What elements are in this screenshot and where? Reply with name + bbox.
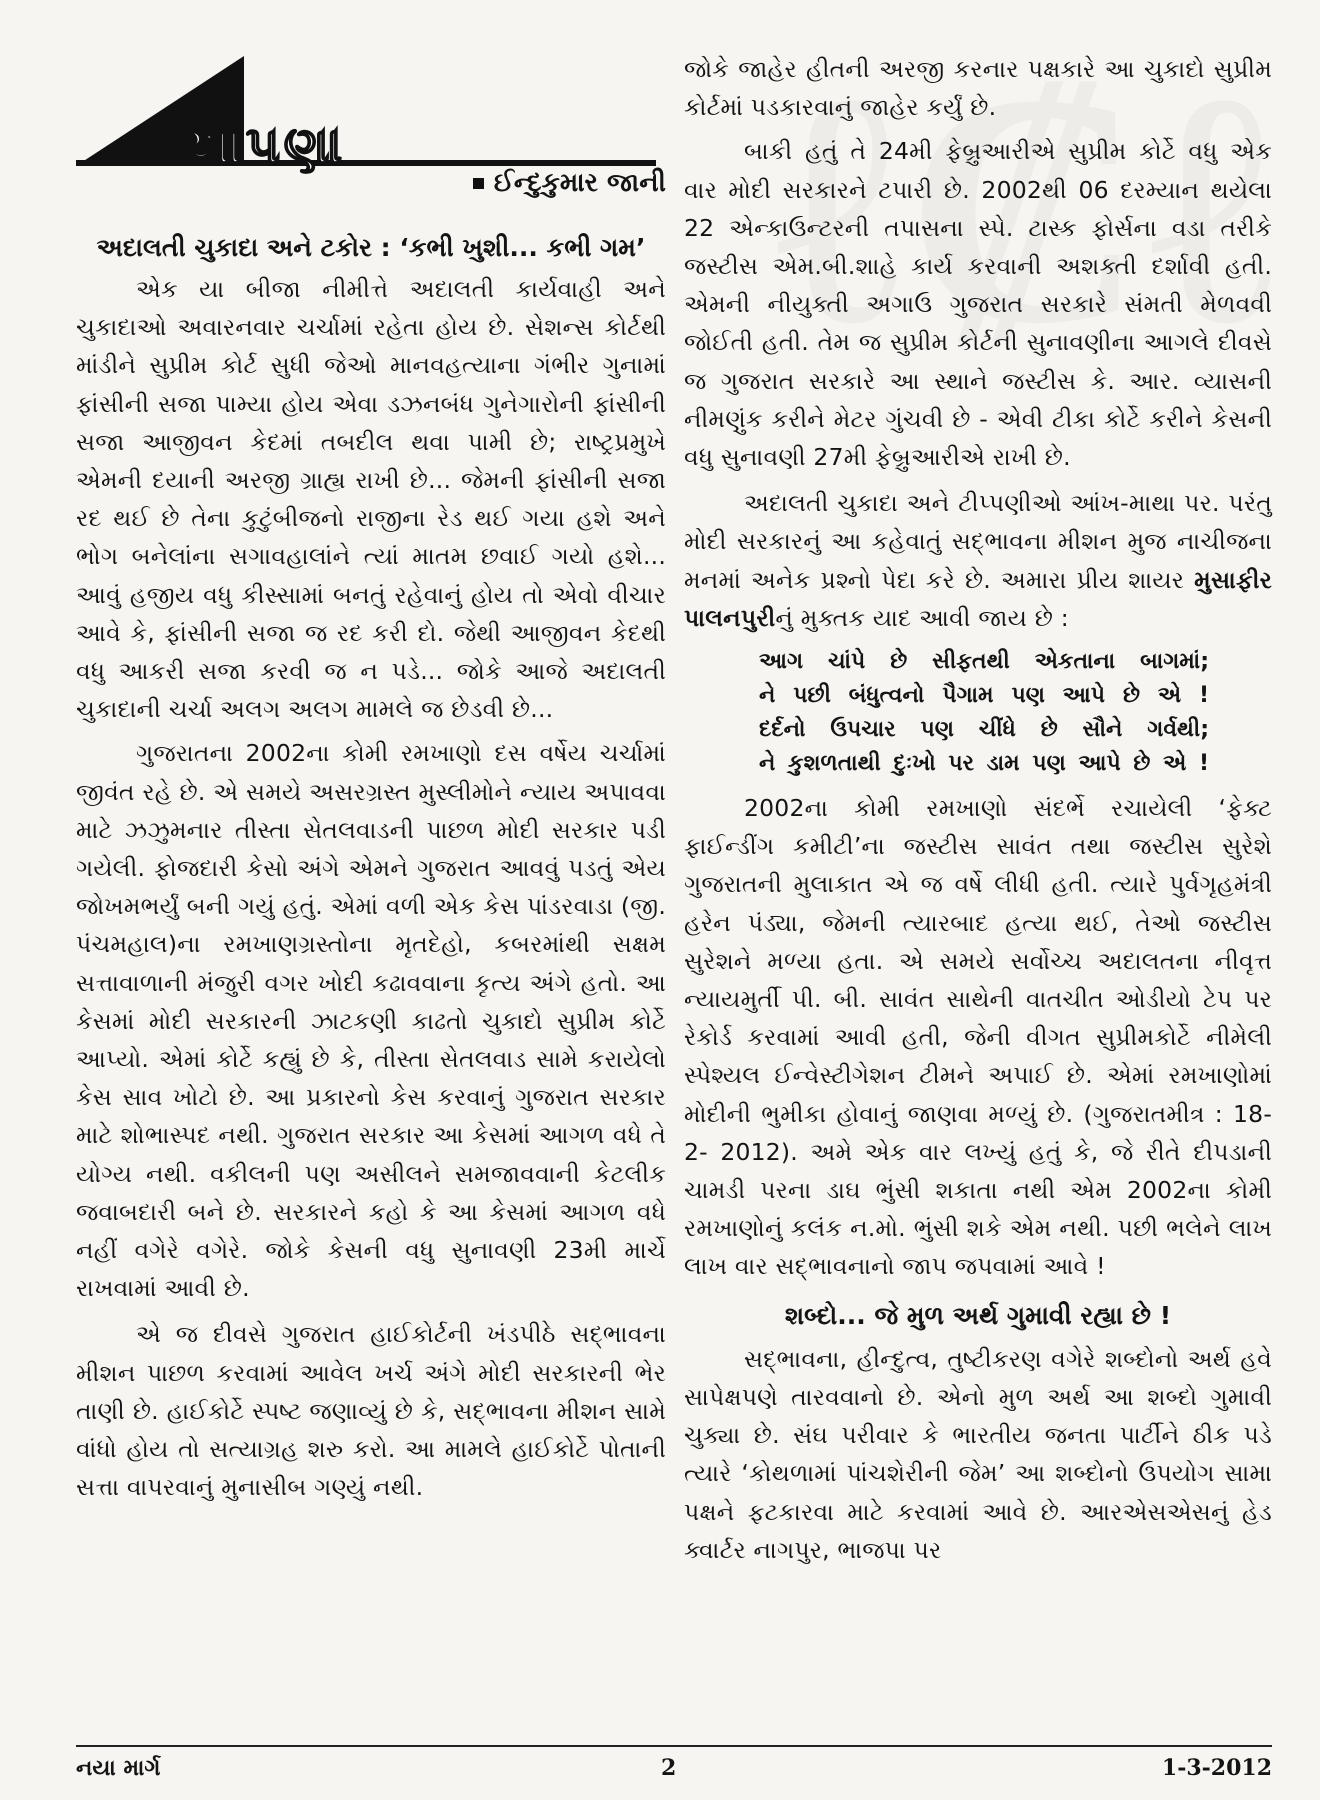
poem-line-1: આગ ચાંપે છે સીફતથી એકતાના બાગમાં; xyxy=(759,649,1209,675)
bullet-square-icon xyxy=(473,178,484,189)
author-name: ઈન્દુકુમાર જાની xyxy=(493,168,666,198)
article-paragraph-1: એક યા બીજા નીમીત્તે અદાલતી કાર્યવાહી અને ચુકાદાઓ અવારનવાર ચર્ચામાં રહેતા હોય છે. સેશન્સ કોર્ટથી માંડીને સુપ્રીમ કોર્ટ સુધી જેઓ માનવહત્યાના ગંભીર ગુનામાં ફાંસીની સજા પામ્યા હોય એવા ડઝનબંધ ગુનેગારોની ફાંસીની સજા આજીવન કેદમાં તબદીલ થવા પામી છે; રાષ્ટ્રપ્રમુખે એમની દયાની અરજી ગ્રાહ્ય રાખી છે... જેમની ફાંસીની સજા રદ થઈ છે તેના કુટુંબીજનો રાજીના રેડ થઈ ગયા હશે અને ભોગ બનેલાંના સગાવહાલાંને ત્યાં માતમ છવાઈ ગયો હશે... આવું હજીય વધુ કીસ્સામાં બનતું રહેવાનું હોય તો એવો વીચાર આવે કે, ફાંસીની સજા જ રદ કરી દો. જેથી આજીવન કેદથી વધુ આકરી સજા કરવી જ ન પડે... જોકે આજે અદાલતી ચુકાદાની ચર્ચા અલગ અલગ મામલે જ છેડવી છે... xyxy=(76,275,666,724)
poem-line-3: દર્દનો ઉપચાર પણ ચીંધે છે સૌને ગર્વથી; xyxy=(759,717,1209,743)
byline xyxy=(376,168,666,199)
article-paragraph-3: એ જ દીવસે ગુજરાત હાઈકોર્ટની ખંડપીઠે સદ્ભાવના મીશન પાછળ કરવામાં આવેલ ખર્ચ અંગે મોદી સરકારની ભેર તાણી છે. હાઈકોર્ટે સ્પષ્ટ જણાવ્યું છે કે, સદ્ભાવના મીશન સામે વાંધો હોય તો સત્યાગ્રહ શરુ કરો. આ મામલે હાઈકોર્ટે પોતાની સત્તા વાપરવાનું મુનાસીબ ગણ્યું નથી. xyxy=(76,1320,666,1502)
page-number: 2 xyxy=(661,1755,677,1781)
magazine-name: નયા માર્ગ xyxy=(76,1755,161,1781)
article-heading: અદાલતી ચુકાદા અને ટકોર : ‘કભી ખુશી... કભી ગમ’ xyxy=(96,233,646,262)
right-column xyxy=(684,50,1272,1569)
article-paragraph-6 xyxy=(684,484,1272,637)
section-heading: શબ્દો... જે મુળ અર્થ ગુમાવી રહ્યા છે ! xyxy=(784,1300,1172,1330)
article-paragraph-8: સદ્ભાવના, હીન્દુત્વ, તુષ્ટીકરણ વગેરે શબ્દોનો અર્થ હવે સાપેક્ષપણે તારવવાનો છે. એનો મુળ અર્થ આ શબ્દો ગુમાવી ચુક્યા છે. સંઘ પરીવાર કે ભારતીય જનતા પાર્ટીને ઠીક પડે ત્યારે ‘કોથળામાં પાંચશેરીની જેમ’ આ શબ્દોનો ઉપયોગ સામા પક્ષને ફટકારવા માટે કરવામાં આવે છે. આરએસએસનું હેડ ક્વાર્ટર નાગપુર, ભાજપા પર xyxy=(684,1344,1272,1564)
poet-name: મુસાફીર પાલનપુરી xyxy=(684,565,1273,632)
article-paragraph-4: જોકે જાહેર હીતની અરજી કરનાર પક્ષકારે આ ચુકાદો સુપ્રીમ કોર્ટમાં પડકારવાનું જાહેર કર્યું છે. xyxy=(684,55,1272,122)
paragraph-6-text: અદાલતી ચુકાદા અને ટીપ્પણીઓ આંખ-માથા પર. પરંતુ મોદી સરકારનું આ કહેવાતું સદ્ભાવના મીશન મુજ નાચીજના મનમાં અનેક પ્રશ્નો પેદા કરે છે. અમારા પ્રીય શાયર xyxy=(684,489,1272,594)
left-column xyxy=(76,228,666,1507)
column-title: આપણા xyxy=(176,116,346,176)
page-footer xyxy=(76,1745,1272,1783)
article-paragraph-2: ગુજરાતના 2002ના કોમી રમખાણો દસ વર્ષેય ચર્ચામાં જીવંત રહે છે. એ સમયે અસરગ્રસ્ત મુસ્લીમોને ન્યાય અપાવવા માટે ઝઝુમનાર તીસ્તા સેતલવાડની પાછળ મોદી સરકાર પડી ગયેલી. ફોજદારી કેસો અંગે એમને ગુજરાત આવવું પડતું એય જોખમભર્યું બની ગયું હતું. એમાં વળી એક કેસ પાંડરવાડા (જી. પંચમહાલ)ના રમખાણગ્રસ્તોના મૃતદેહો, કબરમાંથી સક્ષમ સત્તાવાળાની મંજુરી વગર ખોદી કઢાવવાના કૃત્ય અંગે હતો. આ કેસમાં મોદી સરકારની ઝાટકણી કાઢતો ચુકાદો સુપ્રીમ કોર્ટે આપ્યો. એમાં કોર્ટે કહ્યું છે કે, તીસ્તા સેતલવાડ સામે કરાયેલો કેસ સાવ ખોટો છે. આ પ્રકારનો કેસ કરવાનું ગુજરાત સરકાર માટે શોભાસ્પદ નથી. ગુજરાત સરકાર આ કેસમાં આગળ વધે તે યોગ્ય નથી. વકીલની પણ અસીલને સમજાવવાની કેટલીક જવાબદારી બને છે. સરકારને કહો કે આ કેસમાં આગળ વધે નહીં વગેરે વગેરે. જોકે કેસની વધુ સુનાવણી 23મી માર્ચે રાખવામાં આવી છે. xyxy=(76,739,666,1303)
article-paragraph-7: 2002ના કોમી રમખાણો સંદર્ભે રચાયેલી ‘ફેક્ટ ફાઈન્ડીંગ કમીટી’ના જસ્ટીસ સાવંત તથા જસ્ટીસ સુરેશે ગુજરાતની મુલાકાત એ જ વર્ષે લીધી હતી. ત્યારે પુર્વગૃહમંત્રી હરેન પંડ્યા, જેમની ત્યારબાદ હત્યા થઈ, તેઓ જસ્ટીસ સુરેશને મળ્યા હતા. એ સમયે સર્વોચ્ચ અદાલતના નીવૃત્ત ન્યાયમુર્તી પી. બી. સાવંત સાથેની વાતચીત ઓડીયો ટેપ પર રેકોર્ડ કરવામાં આવી હતી, જેની વીગત સુપ્રીમકોર્ટે નીમેલી સ્પેશ્યલ ઈન્વેસ્ટીગેશન ટીમને અપાઈ છે. એમાં રમખાણોમાં મોદીની ભુમીકા હોવાનું જાણવા મળ્યું છે. (ગુજરાતમીત્ર : 18-2- 2012). અમે એક વાર લખ્યું હતું કે, જે રીતે દીપડાની ચામડી પરના ડાઘ ભુંસી શકાતા નથી એમ 2002ના કોમી રમખાણોનું કલંક ન.મો. ભુંસી શકે એમ નથી. પછી ભલેને લાખ લાખ વાર સદ્ભાવનાનો જાપ જપવામાં આવે ! xyxy=(684,794,1272,1281)
poem-line-4: ને કુશળતાથી દુઃખો પર ડામ પણ આપે છે એ ! xyxy=(759,751,1209,777)
poem xyxy=(684,645,1272,781)
poem-line-2: ને પછી બંધુત્વનો પૈગામ પણ આપે છે એ ! xyxy=(759,683,1209,709)
issue-date: 1-3-2012 xyxy=(1161,1755,1272,1781)
poet-suffix: નું મુક્તક યાદ આવી જાય છે : xyxy=(775,603,1069,632)
column-header xyxy=(76,56,666,216)
article-paragraph-5: બાકી હતું તે 24મી ફેબ્રુઆરીએ સુપ્રીમ કોર્ટે વધુ એક વાર મોદી સરકારને ટપારી છે. 2002થી 06 દરમ્યાન થયેલા 22 એન્કાઉન્ટરની તપાસના સ્પે. ટાસ્ક ફોર્સના વડા તરીકે જસ્ટીસ એમ.બી.શાહે કાર્ય કરવાની અશક્તી દર્શાવી હતી. એમની નીયુક્તી અગાઉ ગુજરાત સરકારે સંમતી મેળવવી જોઈતી હતી. તેમ જ સુપ્રીમ કોર્ટની સુનાવણીના આગલે દીવસે જ ગુજરાત સરકારે આ સ્થાને જસ્ટીસ કે. આર. વ્યાસની નીમણુંક કરીને મેટર ગુંચવી છે - એવી ટીકા કોર્ટે કરીને કેસની વધુ સુનાવણી 27મી ફેબ્રુઆરીએ રાખી છે. xyxy=(684,137,1272,472)
